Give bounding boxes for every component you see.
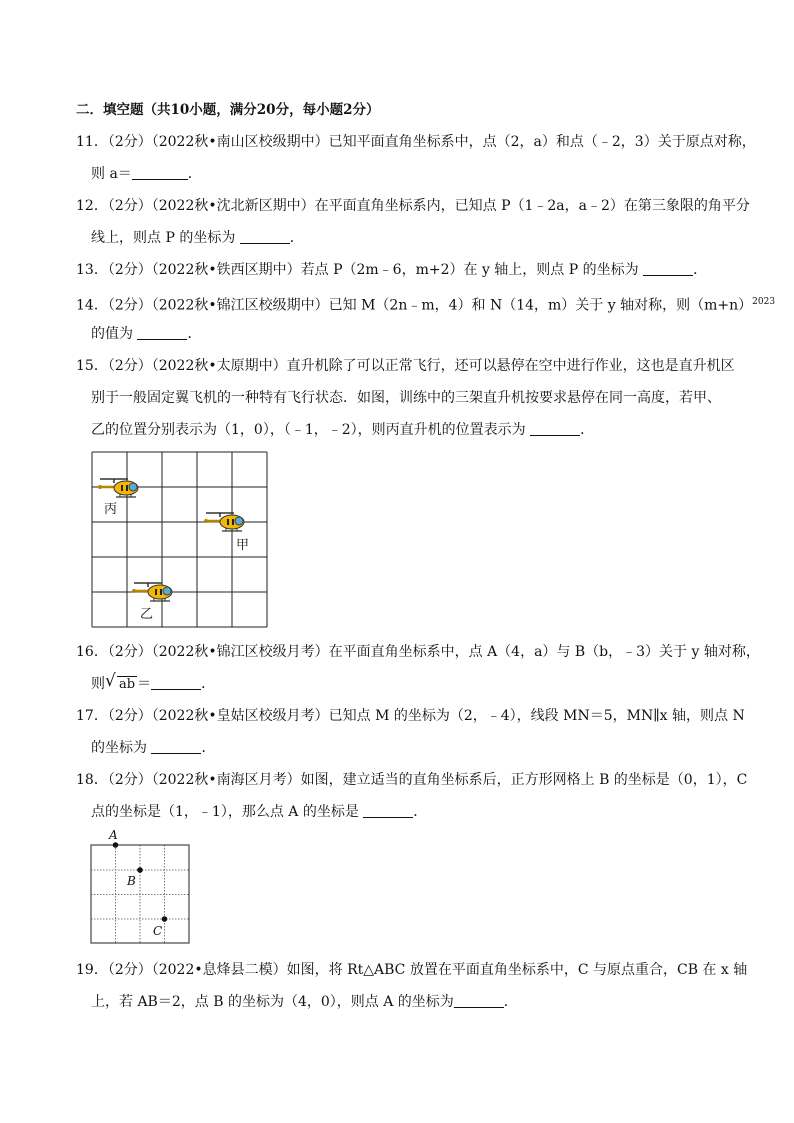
question-text: 的坐标为 (91, 740, 152, 756)
exponent: 2023 (752, 297, 776, 307)
question-text: 乙的位置分别表示为（1，0），（﹣1，﹣2），则丙直升机的位置表示为 (91, 422, 531, 438)
question-text: 线上，则点 P 的坐标为 (91, 230, 240, 246)
label-c: C (153, 924, 163, 938)
question-text: 点的坐标是（1，﹣1），那么点 A 的坐标是 (91, 804, 364, 820)
period: ． (693, 262, 708, 278)
square-root (105, 671, 137, 695)
question-14 (76, 292, 775, 316)
question-16 (76, 642, 760, 662)
answer-blank[interactable] (151, 739, 201, 754)
question-number: 11． (76, 134, 108, 150)
equals: ＝ (137, 676, 152, 692)
radical-sign-icon: √ (105, 671, 116, 691)
question-number: 19． (76, 962, 108, 978)
label-a: A (109, 829, 118, 842)
answer-blank[interactable] (363, 803, 413, 818)
question-text: （2分）（2022•息烽县二模）如图，将 Rt△ABC 放置在平面直角坐标系中，C 与原点重合，CB 在 x 轴 (107, 962, 748, 978)
question-12-cont (91, 228, 304, 248)
question-number: 14． (76, 297, 108, 314)
question-number: 12． (76, 198, 108, 214)
period: ． (289, 230, 304, 246)
question-text: 则 a＝ (91, 166, 132, 182)
question-text: （2分）（2022秋•皇姑区校级月考）已知点 M 的坐标为（2，﹣4），线段 MN＝5，MN∥x 轴，则点 N (107, 708, 745, 724)
question-17 (76, 706, 745, 726)
question-11-cont (91, 164, 202, 184)
label-yi: 乙 (140, 607, 154, 622)
answer-blank[interactable] (137, 325, 187, 340)
helicopter-icon (98, 479, 138, 497)
question-text: （2分）（2022秋•太原期中）直升机除了可以正常飞行，还可以悬停在空中进行作业，这也是直升机区 (107, 358, 735, 374)
question-text: （2分）（2022秋•铁西区期中）若点 P（2m﹣6，m+2）在 y 轴上，则点 P 的坐标为 (107, 262, 644, 278)
question-19-cont (91, 992, 518, 1012)
square-grid-figure (86, 829, 194, 947)
question-15 (76, 356, 735, 376)
answer-blank[interactable] (151, 675, 201, 690)
point-c (162, 916, 168, 922)
point-a (113, 842, 119, 848)
period: ． (187, 166, 202, 182)
question-15-cont2 (91, 420, 594, 440)
question-number: 18． (76, 772, 108, 788)
answer-blank[interactable] (454, 993, 504, 1008)
question-11 (76, 132, 756, 152)
grid-dotted-lines (91, 845, 189, 943)
answer-blank[interactable] (530, 421, 580, 436)
answer-blank[interactable] (643, 261, 693, 276)
question-text: （2分）（2022秋•锦江区校级月考）在平面直角坐标系中，点 A（4，a）与 B（b，﹣3）关于 y 轴对称， (107, 644, 760, 660)
radicand: ab (119, 677, 136, 692)
period: ． (201, 676, 216, 692)
period: ． (413, 804, 428, 820)
question-text: 别于一般固定翼飞机的一种特有飞行状态．如图，训练中的三架直升机按要求悬停在同一高度，若甲、 (91, 390, 721, 406)
question-number: 13． (76, 262, 108, 278)
question-17-cont (91, 738, 215, 758)
period: ． (201, 740, 216, 756)
question-number: 15． (76, 358, 108, 374)
label-bing: 丙 (104, 502, 118, 517)
point-b (137, 867, 143, 873)
answer-blank[interactable] (132, 165, 188, 180)
period: ． (187, 326, 202, 342)
question-18-cont (91, 802, 427, 822)
section-title: 二．填空题（共10小题，满分20分，每小题2分） (76, 102, 380, 118)
period: ． (580, 422, 595, 438)
helicopter-icon (204, 513, 244, 531)
question-12 (76, 196, 750, 216)
question-19 (76, 960, 747, 980)
question-text: （2分）（2022秋•南海区月考）如图，建立适当的直角坐标系后，正方形网格上 B 的坐标是（0，1），C (107, 772, 748, 788)
question-16-cont (91, 671, 216, 695)
question-text: （2分）（2022秋•沈北新区期中）在平面直角坐标系内，已知点 P（1﹣2a，a﹣2）在第三象限的角平分 (107, 198, 750, 214)
question-13 (76, 260, 707, 280)
question-text: （2分）（2022秋•南山区校级期中）已知平面直角坐标系中，点（2，a）和点（﹣2，3）关于原点对称， (107, 134, 756, 150)
question-text: （2分）（2022秋•锦江区校级期中）已知 M（2n﹣m，4）和 N（14，m）关于 y 轴对称，则（m+n） (107, 297, 753, 314)
period: ． (503, 994, 518, 1010)
question-number: 16． (76, 644, 108, 660)
label-jia: 甲 (236, 538, 250, 553)
label-b: B (127, 874, 136, 888)
question-text: 的值为 (91, 326, 138, 342)
question-text: 则 (91, 676, 105, 692)
helicopter-icon (132, 583, 172, 601)
question-14-cont (91, 324, 201, 344)
question-18 (76, 770, 747, 790)
helicopter-grid-figure (90, 451, 270, 629)
question-text: 上，若 AB＝2，点 B 的坐标为（4，0），则点 A 的坐标为 (91, 994, 454, 1010)
question-number: 17． (76, 708, 108, 724)
answer-blank[interactable] (240, 229, 290, 244)
question-15-cont1 (91, 388, 721, 408)
